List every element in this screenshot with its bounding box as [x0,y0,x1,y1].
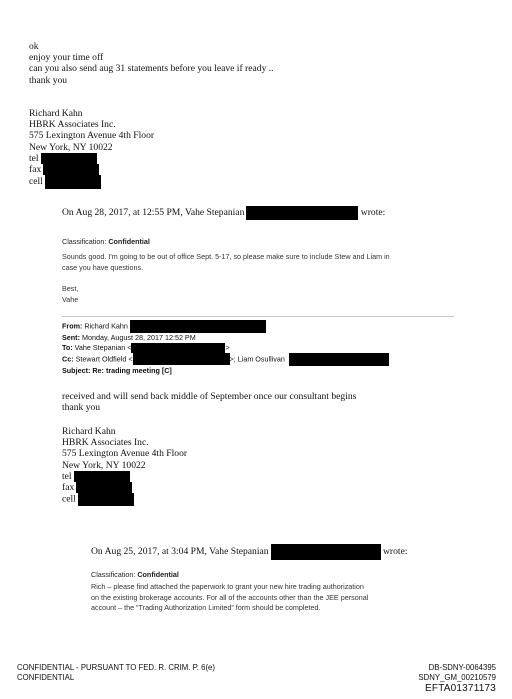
quote-body-line: Sounds good. I'm going to be out of office Sept. 5-17, so please make sure to include Stew and Liam in [62,252,390,261]
redaction-box [74,471,130,482]
footer-confidential: CONFIDENTIAL [17,673,75,682]
footer-left [17,663,215,683]
signature-address: 575 Lexington Avenue 4th Floor [29,130,155,142]
quote-body [62,252,390,305]
cell-label: cell [29,176,43,188]
header-cc [62,353,389,366]
quote-closing: Best, [62,284,79,294]
signature-fax [29,164,154,175]
redaction-box [246,206,358,220]
signature-cell [62,493,187,506]
subject-value: Re: trading meeting [C] [92,365,172,375]
signature-city: New York, NY 10022 [29,141,113,153]
bates-number: SDNY_GM_00210579 [418,673,496,682]
quote-wrote: wrote: [360,207,386,219]
redaction-box [41,153,97,164]
reply-body [62,391,356,413]
signature-company: HBRK Associates Inc. [29,119,116,131]
signature-cell [29,175,154,189]
signature-tel [62,471,187,482]
tel-label: tel [62,470,72,482]
from-value: Richard Kahn [84,321,128,331]
to-label: To: [62,342,73,352]
efta-number: EFTA01371173 [425,683,496,694]
redaction-box [43,164,99,175]
redaction-box [133,353,230,365]
reply-line: enjoy your time off [29,52,104,64]
cc-label: Cc: [62,354,74,364]
quote-body-line: case you have questions. [62,262,144,272]
fax-label: fax [62,482,75,494]
signature-company: HBRK Associates Inc. [62,437,149,449]
quote-body-line: account – the “Trading Authorization Limited” form should be completed. [91,603,321,613]
signature-name: Richard Kahn [29,108,83,119]
quote-body-line: on the existing brokerage accounts. For all of the accounts other than the JEE personal [91,592,369,602]
reply-line: can you also send aug 31 statements before you leave if ready .. [29,63,274,75]
classification-value: Confidential [137,570,179,579]
classification-label: Classification: [91,570,136,579]
header-sent [62,333,389,343]
redaction-box [289,353,389,366]
cell-label: cell [62,494,76,506]
signature-city: New York, NY 10022 [62,459,146,471]
to-end: > [225,342,230,352]
classification-line [91,570,179,579]
quote-body [91,582,368,614]
classification-line [62,237,150,246]
classification-value: Confidential [108,237,150,246]
reply-line: ok [29,41,39,52]
reply-line: thank you [29,74,68,86]
redaction-box [45,175,101,189]
from-label: From: [62,321,83,331]
signature-tel [29,153,154,164]
quote-signoff: Vahe [62,294,79,304]
fax-label: fax [29,164,42,176]
quote-header-text: On Aug 25, 2017, at 3:04 PM, Vahe Stepanian [91,546,269,558]
cc-value: Stewart Oldfield < [75,354,133,364]
header-from [62,320,389,333]
bates-number: DB-SDNY-0064395 [428,663,496,672]
signature-fax [62,482,187,493]
quote-header [91,544,408,560]
footer-right [418,663,496,694]
header-subject [62,366,389,376]
sent-label: Sent: [62,333,80,342]
sent-value: Monday, August 28, 2017 12:52 PM [81,333,196,342]
footer-confidential-notice: CONFIDENTIAL - PURSUANT TO FED. R. CRIM. P. 6(e) [17,663,215,672]
quote-wrote: wrote: [382,546,408,558]
header-to [62,343,389,353]
divider [62,316,454,317]
to-value: Vahe Stepanian < [74,342,132,352]
signature-address: 575 Lexington Avenue 4th Floor [62,448,188,460]
signature-block [29,108,154,189]
redaction-box [78,493,134,506]
reply-line: thank you [62,402,101,414]
subject-label: Subject: [62,365,91,375]
message-header [62,320,389,376]
reply-line: received and will send back middle of September once our consultant begins [62,391,357,402]
cc-mid: >; Liam Osullivan [229,354,285,364]
classification-label: Classification: [62,237,107,246]
redaction-box [76,482,132,493]
signature-name: Richard Kahn [62,426,116,437]
tel-label: tel [29,152,39,164]
redaction-box [271,544,381,560]
reply-body [29,41,274,86]
redaction-box [130,320,266,333]
redaction-box [131,343,225,353]
signature-block [62,426,187,506]
quote-header [62,206,385,220]
quote-body-line: Rich – please find attached the paperwork to grant your new hire trading authorization [91,582,364,591]
quote-header-text: On Aug 28, 2017, at 12:55 PM, Vahe Stepanian [62,207,245,219]
